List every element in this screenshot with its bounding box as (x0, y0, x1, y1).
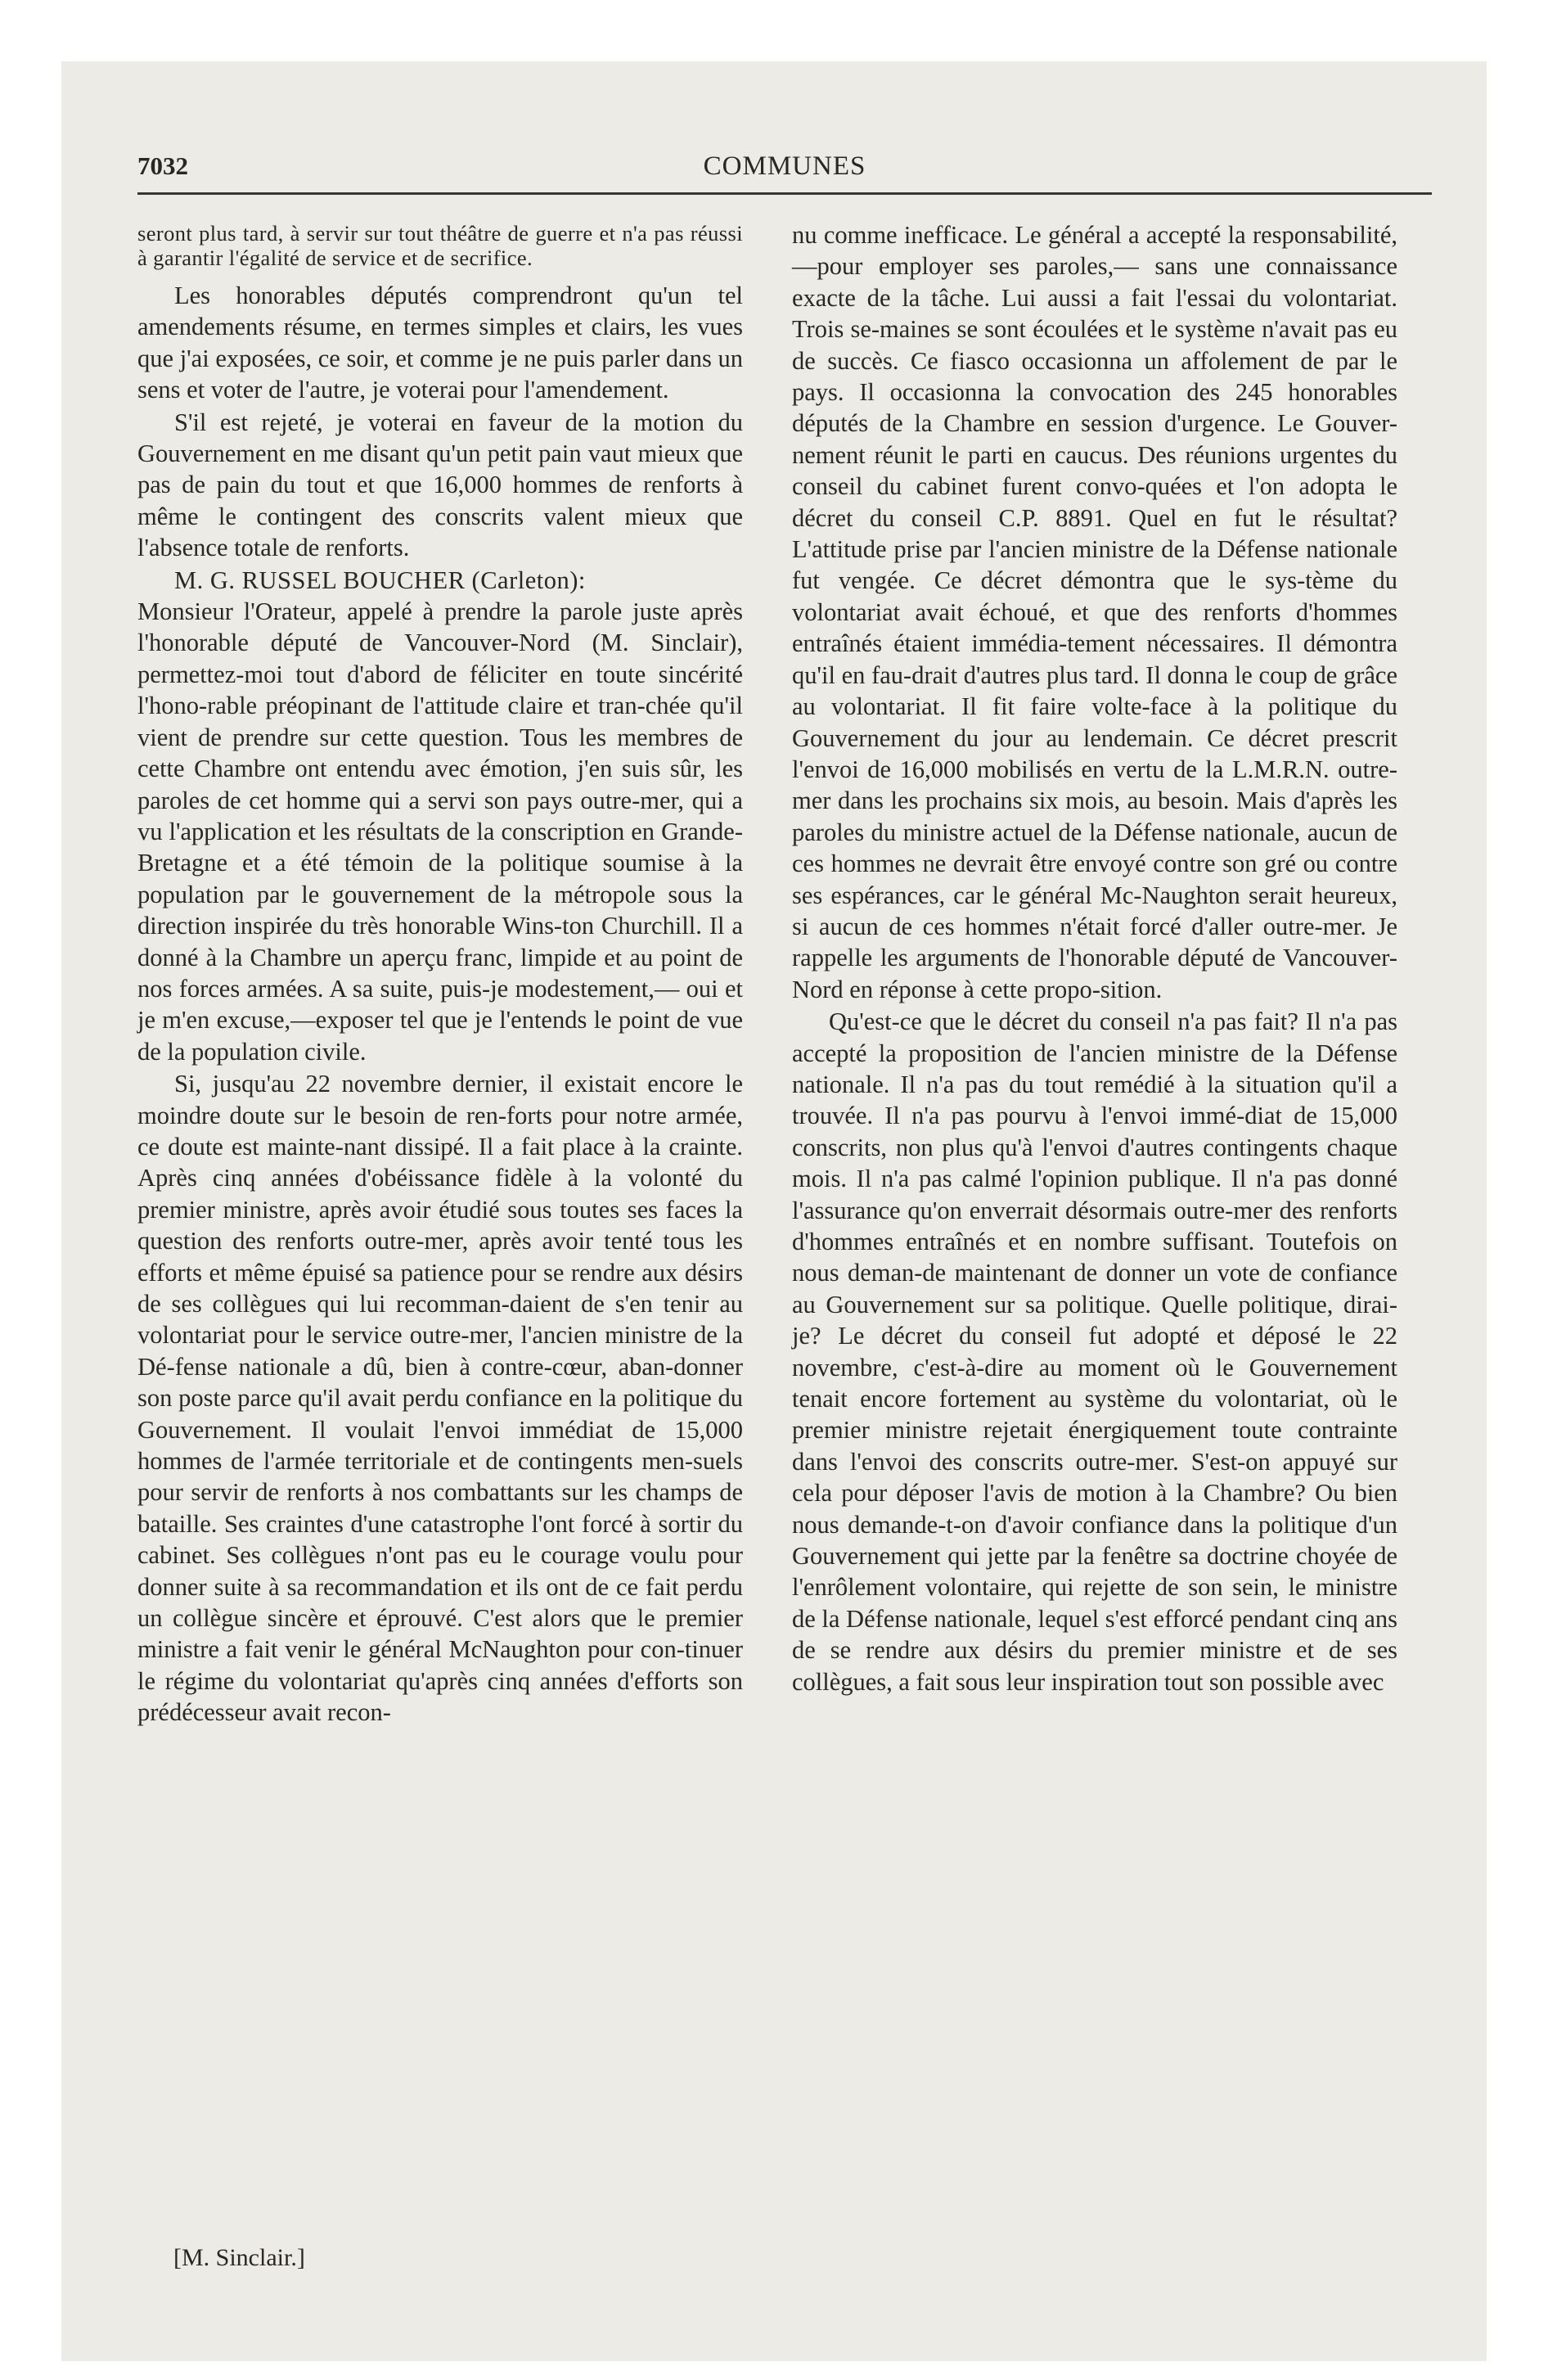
paragraph: Monsieur l'Orateur, appelé à prendre la parole juste après l'honorable député de Vancouver-Nord (M. Sinclair), permettez-moi tout d'abord de féliciter en toute sincérité l'hono-rable préopinant de l'attitude claire et tran-chée qu'il vient de prendre sur cette question. Tous les membres de cette Chambre ont entendu avec émotion, j'en suis sûr, les paroles de cet homme qui a servi son pays outre-mer, qui a vu l'application et les résultats de la conscription en Grande-Bretagne et a été témoin de la politique soumise à la population par le gouvernement de la métropole sous la direction inspirée du très honorable Wins-ton Churchill. Il a donné à la Chambre un aperçu franc, limpide et au point de nos forces armées. A sa suite, puis-je modestement,— oui et je m'en excuse,—exposer tel que je l'entends le point de vue de la population civile. (137, 597, 743, 1066)
page-header (137, 151, 1432, 184)
right-column (792, 219, 1397, 1698)
speaker-reference: [M. Sinclair.] (173, 2244, 305, 2271)
running-head: COMMUNES (703, 151, 866, 181)
paragraph: S'il est rejeté, je voterai en faveur de la motion du Gouvernement en me disant qu'un petit pain vaut mieux que pas de pain du tout et que 16,000 hommes de renforts à même le contingent des conscrits valent mieux que l'absence totale de renforts. (137, 408, 743, 562)
paragraph: Les honorables députés comprendront qu'un tel amendements résume, en termes simples et clairs, les vues que j'ai exposées, ce soir, et comme je ne puis parler dans un sens et voter de l'autre, je voterai pour l'amendement. (137, 282, 743, 404)
page-number: 7032 (137, 151, 188, 180)
speaker-heading (137, 565, 743, 596)
paragraph: Si, jusqu'au 22 novembre dernier, il existait encore le moindre doute sur le besoin de ren-forts pour notre armée, ce doute est mainte-nant dissipé. Il a fait place à la crainte. Après cinq années d'obéissance fidèle à la volonté du premier ministre, après avoir étudié sous toutes ses faces la question des renforts outre-mer, après avoir tenté tous les efforts et même épuisé sa patience pour se rendre aux désirs de ses collègues qui lui recomman-daient de s'en tenir au volontariat pour le service outre-mer, l'ancien ministre de la Dé-fense nationale a dû, bien à contre-cœur, aban-donner son poste parce qu'il avait perdu confiance en la politique du Gouvernement. Il voulait l'envoi immédiat de 15,000 hommes de l'armée territoriale et de contingents men-suels pour servir de renforts à nos combattants sur les champs de bataille. Ses craintes d'une catastrophe l'ont forcé à sortir du cabinet. Ses collègues n'ont pas eu le courage voulu pour donner suite à sa recommandation et ils ont de ce fait perdu un collègue sincère et éprouvé. C'est alors que le premier ministre a fait venir le général McNaughton pour con-tinuer le régime du volontariat qu'après cinq années d'efforts son prédécesseur avait recon- (137, 1070, 743, 1727)
speaker-name: M. G. RUSSEL BOUCHER (Carleton): (174, 566, 586, 594)
left-column (137, 221, 743, 1729)
paragraph: seront plus tard, à servir sur tout théâtre de guerre et n'a pas réussi à garantir l'égalité de service et de secrifice. (137, 221, 743, 270)
paragraph: Qu'est-ce que le décret du conseil n'a pas fait? Il n'a pas accepté la proposition de l'ancien ministre de la Défense nationale. Il n'a pas du tout remédié à la situation qu'il a trouvée. Il n'a pas pourvu à l'envoi immé-diat de 15,000 conscrits, non plus qu'à l'envoi d'autres contingents chaque mois. Il n'a pas calmé l'opinion publique. Il n'a pas donné l'assurance qu'on enverrait désormais outre-mer des renforts d'hommes entraînés et en nombre suffisant. Toutefois on nous deman-de maintenant de donner un vote de confiance au Gouvernement sur sa politique. Quelle politique, dirai-je? Le décret du conseil fut adopté et déposé le 22 novembre, c'est-à-dire au moment où le Gouvernement tenait encore fortement au système du volontariat, où le premier ministre rejetait énergiquement toute contrainte dans l'envoi des conscrits outre-mer. S'est-on appuyé sur cela pour déposer l'avis de motion à la Chambre? Ou bien nous demande-t-on d'avoir confiance dans la politique d'un Gouvernement qui jette par la fenêtre sa doctrine choyée de l'enrôlement volontaire, qui rejette de son sein, le ministre de la Défense nationale, lequel s'est efforcé pendant cinq ans de se rendre aux désirs du premier ministre et de ses collègues, a fait sous leur inspiration tout son possible avec (792, 1007, 1398, 1696)
paragraph: nu comme inefficace. Le général a accepté la responsabilité,—pour employer ses paroles,— sans une connaissance exacte de la tâche. Lui aussi a fait l'essai du volontariat. Trois se-maines se sont écoulées et le système n'avait pas eu de succès. Ce fiasco occasionna un affolement de par le pays. Il occasionna la convocation des 245 honorables députés de la Chambre en session d'urgence. Le Gouver-nement réunit le parti en caucus. Des réunions urgentes du conseil du cabinet furent convo-quées et l'on adopta le décret du conseil C.P. 8891. Quel en fut le résultat? L'attitude prise par l'ancien ministre de la Défense nationale fut vengée. Ce décret démontra que le sys-tème du volontariat avait échoué, et que des renforts d'hommes entraînés étaient immédia-tement nécessaires. Il démontra qu'il en fau-drait d'autres plus tard. Il donna le coup de grâce au volontariat. Il fit faire volte-face à la politique du Gouvernement du jour au lendemain. Ce décret prescrit l'envoi de 16,000 mobilisés en vertu de la L.M.R.N. outre-mer dans les prochains six mois, au besoin. Mais d'après les paroles du ministre actuel de la Défense nationale, aucun de ces hommes ne devrait être envoyé contre son gré ou contre ses espérances, car le général Mc-Naughton serait heureux, si aucun de ces hommes n'était forcé d'aller outre-mer. Je rappelle les arguments de l'honorable député de Vancouver-Nord en réponse à cette propo-sition. (792, 221, 1397, 1003)
header-rule (137, 192, 1432, 195)
